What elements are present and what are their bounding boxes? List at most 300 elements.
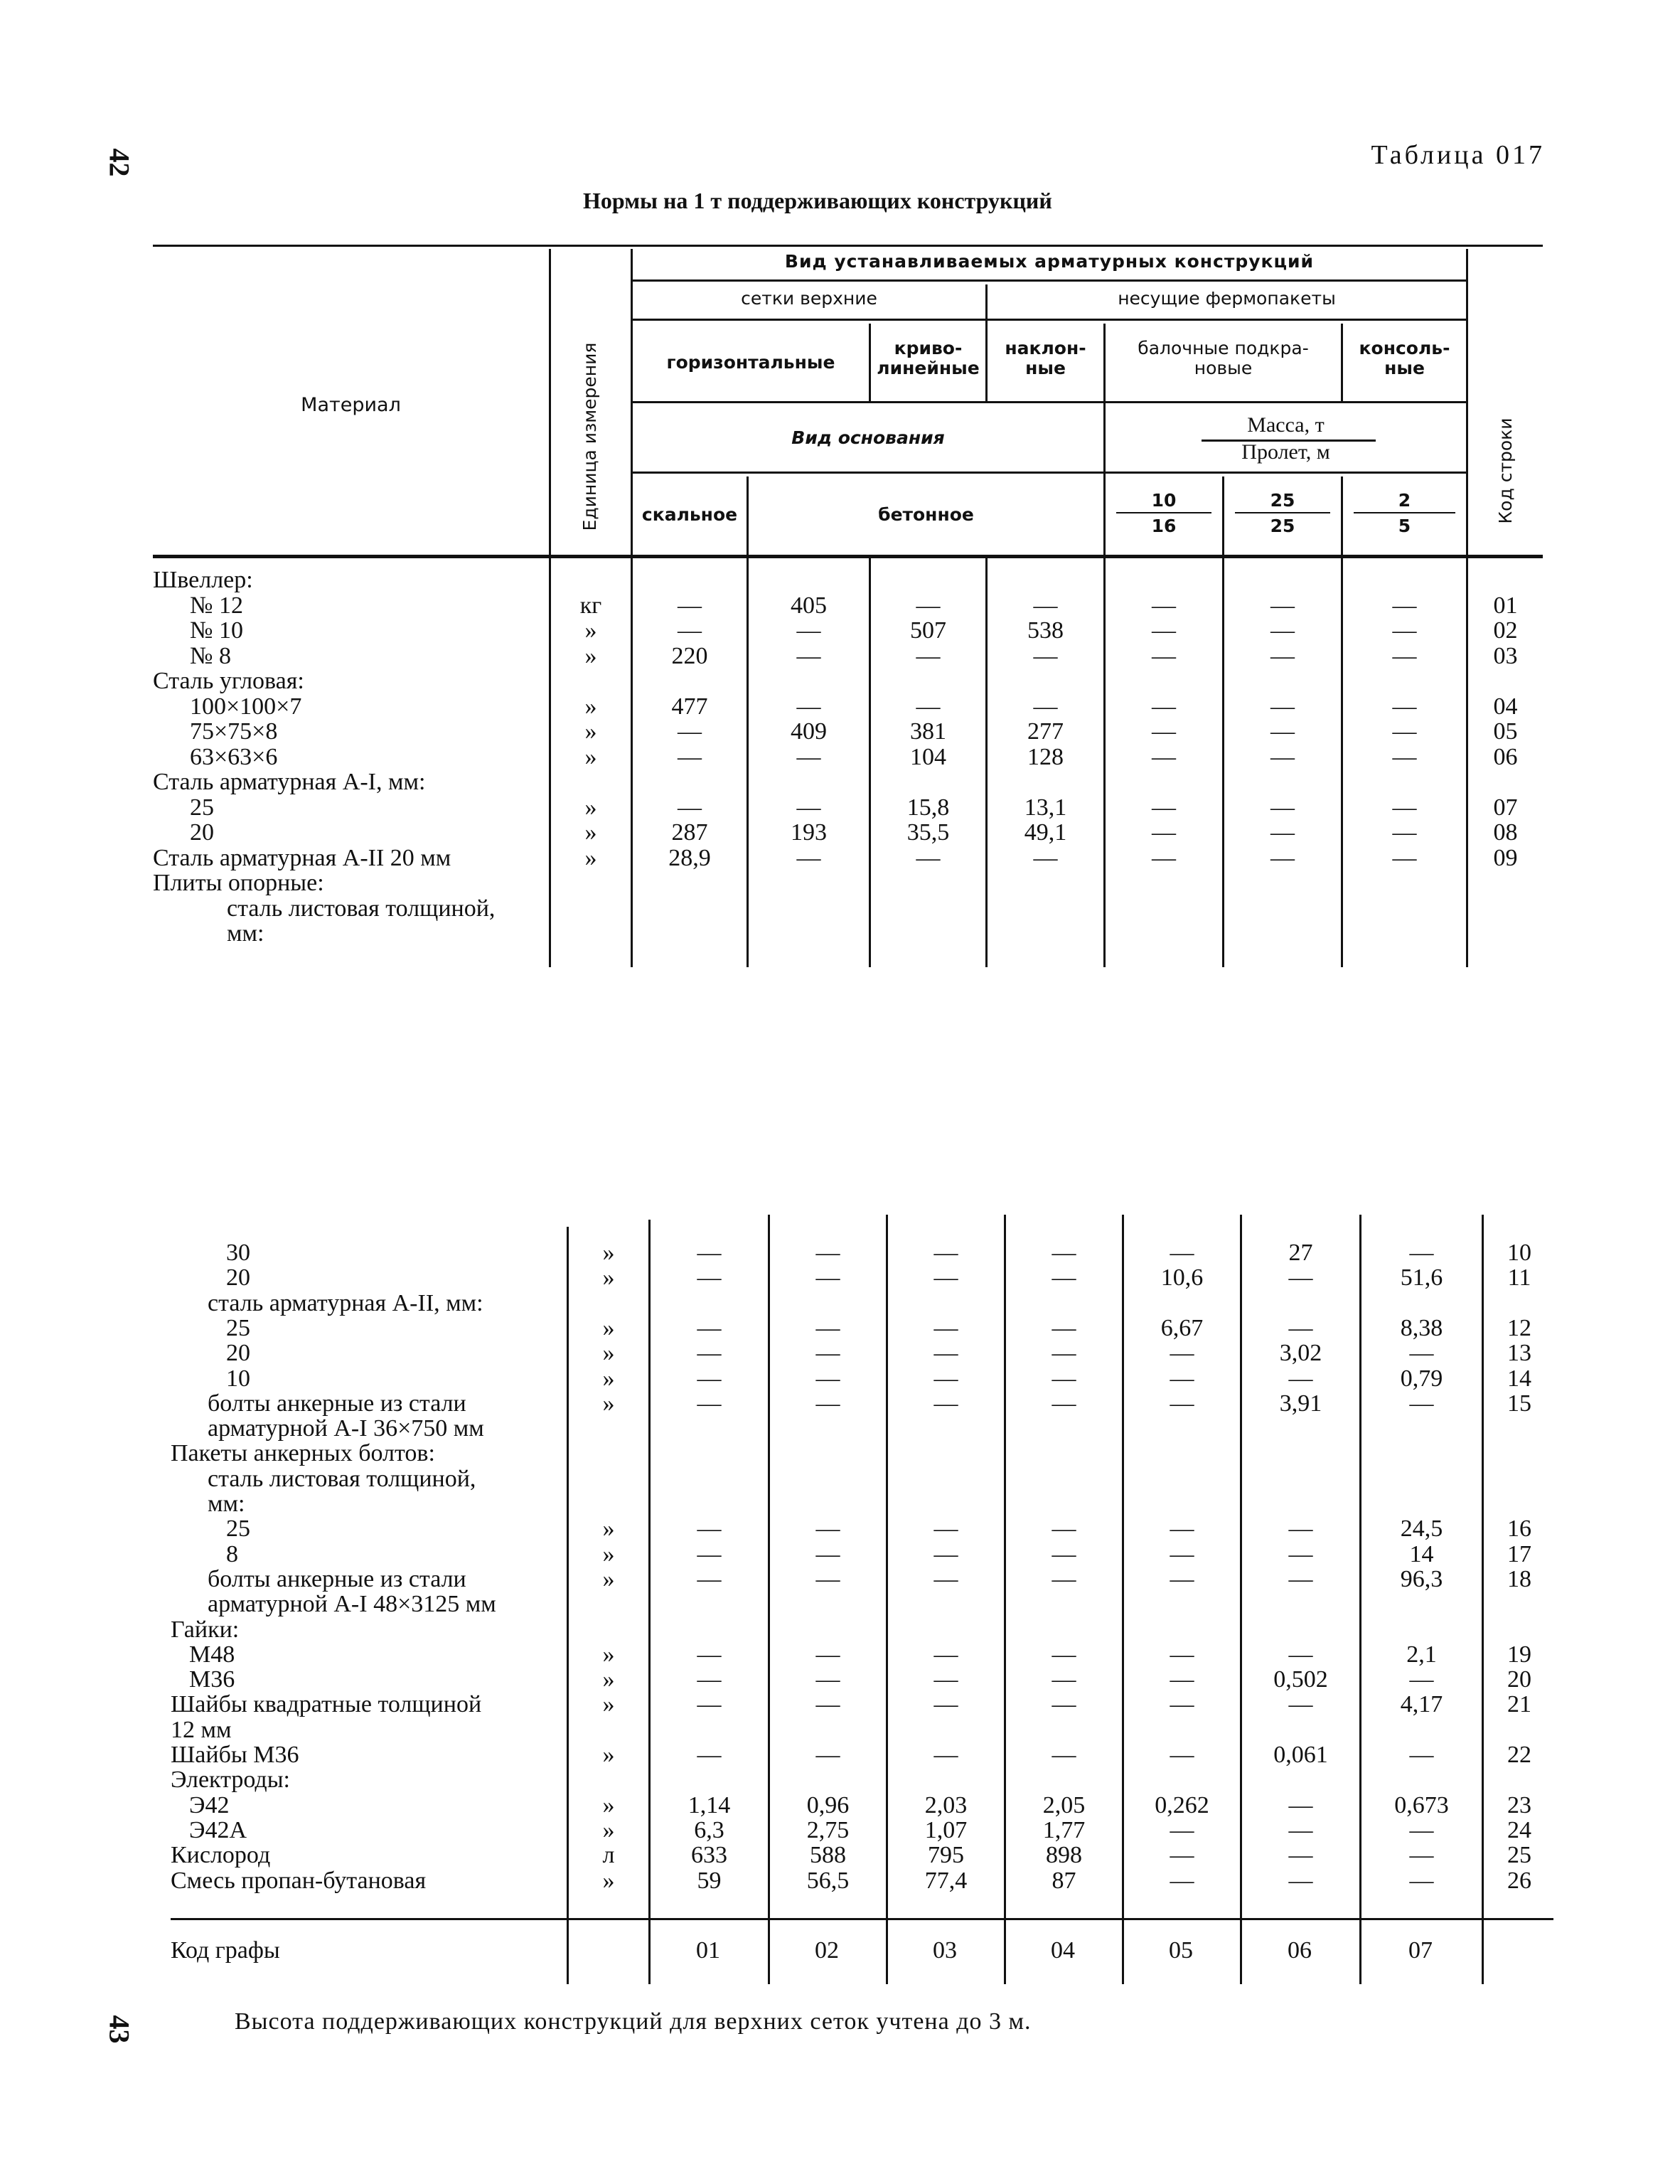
row-value: — <box>1392 642 1417 669</box>
row-value: — <box>1270 693 1295 720</box>
row-value: — <box>1270 617 1295 644</box>
row-value: 49,1 <box>1024 819 1067 846</box>
row-value: — <box>1152 592 1176 619</box>
row-value: — <box>697 1540 722 1567</box>
header-bottom-rule <box>153 555 1543 558</box>
row-value: 898 <box>1046 1842 1082 1869</box>
row-value: 193 <box>791 819 827 846</box>
row-material: 75×75×8 <box>190 718 278 745</box>
row-value: — <box>1152 743 1176 770</box>
row-value: — <box>1170 1390 1194 1417</box>
row-value: — <box>1270 642 1295 669</box>
header-trusses: несущие фермопакеты <box>1118 288 1336 309</box>
row-value: 409 <box>791 718 827 745</box>
row-material: М48 <box>189 1641 235 1668</box>
row-unit: » <box>602 1314 615 1341</box>
row-value: — <box>933 1264 958 1291</box>
row-material: 25 <box>190 794 214 821</box>
row-value: — <box>815 1516 840 1543</box>
row-value: 2,75 <box>806 1816 850 1843</box>
row-material: Э42 <box>189 1791 230 1818</box>
footer-code: 02 <box>815 1937 839 1964</box>
row-value: — <box>1409 1867 1434 1894</box>
header-grids: сетки верхние <box>741 288 877 309</box>
row-value: — <box>1392 844 1417 871</box>
row-value: — <box>1392 819 1417 846</box>
row-code: 21 <box>1507 1691 1531 1718</box>
page-number-bottom: 43 <box>103 2015 136 2044</box>
row-value: — <box>815 1565 840 1592</box>
row-material: М36 <box>189 1666 235 1693</box>
header-vline-f3 <box>1341 476 1343 555</box>
header-inclined: наклон- ные <box>1005 338 1086 378</box>
row-unit: » <box>602 1791 615 1818</box>
row-value: — <box>1270 718 1295 745</box>
row-value: 1,77 <box>1042 1816 1086 1843</box>
header-frac3-num: 2 <box>1398 490 1411 511</box>
row-unit: » <box>602 1666 615 1693</box>
row-value: — <box>697 1641 722 1668</box>
row-value: 0,502 <box>1273 1666 1328 1693</box>
row-material: 8 <box>226 1540 238 1567</box>
row-value: 51,6 <box>1400 1264 1443 1291</box>
row-code: 13 <box>1507 1340 1531 1367</box>
header-curved: криво- линейные <box>877 338 980 378</box>
row-value: — <box>1409 1816 1434 1843</box>
row-value: — <box>1288 1365 1313 1392</box>
row-value: — <box>815 1365 840 1392</box>
row-code: 10 <box>1507 1240 1531 1266</box>
row-value: — <box>815 1666 840 1693</box>
row-unit: » <box>584 844 597 871</box>
row-value: — <box>1152 642 1176 669</box>
row-value: — <box>1288 1691 1313 1718</box>
row-value: — <box>1052 1540 1076 1567</box>
row-material: болты анкерные из стали <box>208 1565 466 1592</box>
row-material: 25 <box>226 1516 250 1543</box>
header-horizontal: горизонтальные <box>666 352 835 373</box>
row-value: — <box>815 1240 840 1266</box>
row-material: Электроды: <box>171 1767 291 1794</box>
row-material: мм: <box>208 1491 245 1517</box>
row-value: — <box>815 1314 840 1341</box>
row-value: — <box>1170 1240 1194 1266</box>
row-value: 128 <box>1027 743 1064 770</box>
row-value: — <box>916 642 941 669</box>
row-material: 30 <box>226 1240 250 1266</box>
row-value: 24,5 <box>1400 1516 1443 1543</box>
footer-code: 01 <box>696 1937 720 1964</box>
row-code: 15 <box>1507 1390 1531 1417</box>
row-value: — <box>933 1240 958 1266</box>
row-value: — <box>1288 1816 1313 1843</box>
row-value: — <box>815 1340 840 1367</box>
row-value: — <box>796 642 821 669</box>
row-unit: » <box>602 1742 615 1768</box>
row-value: — <box>933 1742 958 1768</box>
header-rule-4 <box>633 472 1466 474</box>
row-value: — <box>933 1516 958 1543</box>
row-value: — <box>815 1742 840 1768</box>
row-unit: » <box>584 819 597 846</box>
row-value: 507 <box>910 617 946 644</box>
header-rule-2 <box>633 319 1466 321</box>
row-value: — <box>1270 819 1295 846</box>
row-value: — <box>1052 1565 1076 1592</box>
row-value: — <box>697 1565 722 1592</box>
row-value: — <box>815 1540 840 1567</box>
row-value: — <box>1409 1340 1434 1367</box>
row-value: 477 <box>671 693 708 720</box>
row-value: — <box>1052 1240 1076 1266</box>
row-value: — <box>815 1641 840 1668</box>
row-material: Сталь арматурная А-II 20 мм <box>153 844 451 871</box>
row-value: — <box>1288 1314 1313 1341</box>
row-value: — <box>1409 1390 1434 1417</box>
row-value: — <box>1409 1842 1434 1869</box>
row-material: № 8 <box>190 642 231 669</box>
row-value: — <box>697 1516 722 1543</box>
row-unit: » <box>584 693 597 720</box>
row-value: — <box>796 693 821 720</box>
row-value: — <box>1052 1516 1076 1543</box>
row-value: 35,5 <box>906 819 950 846</box>
row-value: — <box>933 1365 958 1392</box>
row-code: 12 <box>1507 1314 1531 1341</box>
row-value: — <box>796 794 821 821</box>
row-value: 10,6 <box>1160 1264 1204 1291</box>
row-value: — <box>1170 1516 1194 1543</box>
footer-code: 07 <box>1408 1937 1433 1964</box>
row-value: — <box>678 617 702 644</box>
row-material: 25 <box>226 1314 250 1341</box>
row-value: 2,03 <box>924 1791 968 1818</box>
row-code: 05 <box>1493 718 1518 745</box>
row-unit: » <box>584 642 597 669</box>
row-value: 588 <box>810 1842 846 1869</box>
row-code: 22 <box>1507 1742 1531 1768</box>
footer-code: 04 <box>1051 1937 1075 1964</box>
row-value: 277 <box>1027 718 1064 745</box>
p2-footer-rule <box>171 1918 1553 1920</box>
row-value: — <box>1152 617 1176 644</box>
row-unit: » <box>602 1390 615 1417</box>
row-value: 8,38 <box>1400 1314 1443 1341</box>
row-value: — <box>1270 794 1295 821</box>
row-value: 56,5 <box>806 1867 850 1894</box>
row-value: — <box>933 1540 958 1567</box>
row-value: — <box>916 592 941 619</box>
row-value: 3,02 <box>1279 1340 1322 1367</box>
row-value: — <box>1170 1867 1194 1894</box>
row-unit: » <box>584 743 597 770</box>
row-material: 63×63×6 <box>190 743 278 770</box>
row-material: 10 <box>226 1365 250 1392</box>
row-material: 20 <box>190 819 214 846</box>
row-value: — <box>1288 1867 1313 1894</box>
row-value: — <box>1270 743 1295 770</box>
row-value: 1,07 <box>924 1816 968 1843</box>
row-code: 20 <box>1507 1666 1531 1693</box>
row-value: 0,061 <box>1273 1742 1328 1768</box>
row-code: 14 <box>1507 1365 1531 1392</box>
row-material: сталь листовая толщиной, <box>208 1465 476 1492</box>
row-value: — <box>933 1691 958 1718</box>
header-span: Пролет, м <box>1241 440 1330 464</box>
row-value: 287 <box>671 819 708 846</box>
row-material: 20 <box>226 1264 250 1291</box>
row-code: 18 <box>1507 1565 1531 1592</box>
row-value: — <box>933 1565 958 1592</box>
row-value: — <box>1052 1264 1076 1291</box>
row-unit: л <box>602 1842 615 1869</box>
row-value: — <box>1392 617 1417 644</box>
row-material: № 12 <box>190 592 243 619</box>
row-value: 87 <box>1052 1867 1076 1894</box>
header-frac1-den: 16 <box>1151 516 1177 536</box>
row-unit: » <box>584 794 597 821</box>
row-material: арматурной А-I 48×3125 мм <box>208 1591 496 1618</box>
row-value: — <box>1170 1816 1194 1843</box>
row-value: — <box>1152 794 1176 821</box>
header-frac3-den: 5 <box>1398 516 1411 536</box>
row-value: — <box>916 844 941 871</box>
row-value: — <box>697 1240 722 1266</box>
row-value: — <box>1052 1365 1076 1392</box>
row-value: — <box>1288 1264 1313 1291</box>
row-value: — <box>1170 1540 1194 1567</box>
row-value: 96,3 <box>1400 1565 1443 1592</box>
row-material: 100×100×7 <box>190 693 302 720</box>
row-value: 0,96 <box>806 1791 850 1818</box>
row-value: — <box>1033 693 1058 720</box>
row-material: сталь арматурная А-II, мм: <box>208 1289 483 1316</box>
row-unit: » <box>602 1691 615 1718</box>
row-value: 795 <box>928 1842 964 1869</box>
row-value: 4,17 <box>1400 1691 1443 1718</box>
row-value: — <box>1409 1240 1434 1266</box>
row-code: 11 <box>1507 1264 1531 1291</box>
header-vline-unit-left <box>549 249 551 555</box>
row-value: 14 <box>1409 1540 1434 1567</box>
row-value: — <box>1270 844 1295 871</box>
row-value: — <box>1409 1666 1434 1693</box>
row-value: — <box>1052 1641 1076 1668</box>
row-code: 09 <box>1493 844 1518 871</box>
header-unit: Единица измерения <box>579 342 600 531</box>
row-value: 381 <box>910 718 946 745</box>
header-frac2-den: 25 <box>1270 516 1295 536</box>
header-vline-f2 <box>1222 476 1224 555</box>
row-value: — <box>1170 1742 1194 1768</box>
row-value: — <box>916 693 941 720</box>
header-frac1-rule <box>1116 512 1211 513</box>
row-value: 1,14 <box>687 1791 731 1818</box>
footnote: Высота поддерживающих конструкций для верхних сеток учтена до 3 м. <box>235 2008 1032 2035</box>
row-value: 6,3 <box>694 1816 724 1843</box>
row-value: — <box>1170 1365 1194 1392</box>
row-value: — <box>796 617 821 644</box>
page-number-top: 42 <box>103 148 136 177</box>
header-concrete: бетонное <box>878 504 974 525</box>
row-code: 02 <box>1493 617 1518 644</box>
row-code: 06 <box>1493 743 1518 770</box>
row-value: 2,1 <box>1406 1641 1437 1668</box>
row-value: 0,673 <box>1394 1791 1449 1818</box>
row-value: — <box>678 743 702 770</box>
row-value: — <box>697 1742 722 1768</box>
header-top-rule <box>153 245 1543 247</box>
row-unit: » <box>602 1565 615 1592</box>
row-material: 20 <box>226 1340 250 1367</box>
row-value: — <box>1409 1742 1434 1768</box>
row-unit: » <box>602 1516 615 1543</box>
row-value: — <box>1288 1842 1313 1869</box>
row-value: 104 <box>910 743 946 770</box>
row-code: 23 <box>1507 1791 1531 1818</box>
row-value: — <box>933 1314 958 1341</box>
row-material: Пакеты анкерных болтов: <box>171 1440 435 1467</box>
row-value: — <box>1392 693 1417 720</box>
row-unit: » <box>602 1816 615 1843</box>
row-value: — <box>815 1691 840 1718</box>
row-value: — <box>933 1340 958 1367</box>
row-code: 04 <box>1493 693 1518 720</box>
row-value: — <box>1033 642 1058 669</box>
row-value: — <box>1288 1791 1313 1818</box>
row-material: Э42А <box>189 1816 247 1843</box>
row-value: 405 <box>791 592 827 619</box>
row-material: Гайки: <box>171 1616 240 1643</box>
row-value: 15,8 <box>906 794 950 821</box>
row-value: — <box>697 1264 722 1291</box>
row-value: — <box>1052 1340 1076 1367</box>
row-material: Смесь пропан-бутановая <box>171 1867 427 1894</box>
header-frac3-rule <box>1354 512 1455 513</box>
row-unit: » <box>602 1264 615 1291</box>
row-value: — <box>933 1390 958 1417</box>
row-value: — <box>678 592 702 619</box>
header-vline-group-right <box>1466 249 1468 555</box>
row-unit: » <box>602 1540 615 1567</box>
row-value: — <box>697 1365 722 1392</box>
row-value: — <box>1270 592 1295 619</box>
row-material: сталь листовая толщиной, <box>227 895 496 922</box>
row-material: № 10 <box>190 617 243 644</box>
row-value: — <box>815 1264 840 1291</box>
row-material: 12 мм <box>171 1716 232 1743</box>
row-value: 0,262 <box>1155 1791 1209 1818</box>
row-value: — <box>697 1691 722 1718</box>
row-code: 03 <box>1493 642 1518 669</box>
row-material: Сталь арматурная А-I, мм: <box>153 769 426 795</box>
row-code: 26 <box>1507 1867 1531 1894</box>
header-row-code: Код строки <box>1495 417 1516 524</box>
row-code: 24 <box>1507 1816 1531 1843</box>
row-value: 0,79 <box>1400 1365 1443 1392</box>
row-value: — <box>1288 1641 1313 1668</box>
row-value: — <box>1052 1691 1076 1718</box>
row-value: — <box>1033 592 1058 619</box>
row-material: арматурной А-I 36×750 мм <box>208 1415 484 1442</box>
row-value: 538 <box>1027 617 1064 644</box>
row-value: — <box>697 1390 722 1417</box>
row-value: — <box>933 1666 958 1693</box>
row-unit: » <box>584 617 597 644</box>
row-value: — <box>1052 1742 1076 1768</box>
page-title: Нормы на 1 т поддерживающих конструкций <box>583 188 1052 213</box>
row-material: Плиты опорные: <box>153 870 324 896</box>
row-unit: » <box>602 1340 615 1367</box>
row-value: — <box>1052 1666 1076 1693</box>
row-value: — <box>796 743 821 770</box>
row-value: — <box>1288 1540 1313 1567</box>
header-cantilever: консоль- ные <box>1359 338 1450 378</box>
row-value: 13,1 <box>1024 794 1067 821</box>
row-value: 2,05 <box>1042 1791 1086 1818</box>
row-code: 08 <box>1493 819 1518 846</box>
header-rock: скальное <box>641 504 738 525</box>
row-value: — <box>1170 1842 1194 1869</box>
row-value: 77,4 <box>924 1867 968 1894</box>
row-code: 25 <box>1507 1842 1531 1869</box>
row-value: — <box>1170 1691 1194 1718</box>
row-value: — <box>1170 1340 1194 1367</box>
footer-code: 06 <box>1288 1937 1312 1964</box>
row-value: 633 <box>691 1842 727 1869</box>
row-value: — <box>697 1340 722 1367</box>
row-value: 6,67 <box>1160 1314 1204 1341</box>
row-value: 220 <box>671 642 708 669</box>
row-value: — <box>1288 1516 1313 1543</box>
row-unit: кг <box>579 592 602 619</box>
row-material: мм: <box>227 920 264 947</box>
header-group: Вид устанавливаемых арматурных конструкций <box>784 251 1315 272</box>
row-value: 3,91 <box>1279 1390 1322 1417</box>
row-value: — <box>1170 1666 1194 1693</box>
row-value: — <box>815 1390 840 1417</box>
row-value: 59 <box>697 1867 722 1894</box>
row-unit: » <box>602 1365 615 1392</box>
row-code: 17 <box>1507 1540 1531 1567</box>
row-value: — <box>1392 743 1417 770</box>
row-value: — <box>1152 718 1176 745</box>
row-value: — <box>1392 794 1417 821</box>
header-frac2-rule <box>1235 512 1330 513</box>
row-code: 16 <box>1507 1516 1531 1543</box>
row-value: — <box>933 1641 958 1668</box>
row-value: — <box>1392 718 1417 745</box>
header-base-type: Вид основания <box>791 427 945 448</box>
header-material: Материал <box>301 394 401 416</box>
table-label: Таблица 017 <box>1371 140 1545 170</box>
row-value: — <box>1052 1390 1076 1417</box>
row-value: — <box>1170 1565 1194 1592</box>
row-value: — <box>1392 592 1417 619</box>
row-unit: » <box>602 1641 615 1668</box>
header-frac1-num: 10 <box>1151 490 1177 511</box>
row-code: 19 <box>1507 1641 1531 1668</box>
row-value: — <box>1170 1641 1194 1668</box>
row-value: — <box>1152 844 1176 871</box>
row-material: болты анкерные из стали <box>208 1390 466 1417</box>
row-value: — <box>697 1666 722 1693</box>
footer-code: 03 <box>933 1937 957 1964</box>
header-crane-beam: балочные подкра- новые <box>1138 338 1309 378</box>
row-unit: » <box>602 1867 615 1894</box>
row-value: — <box>1052 1314 1076 1341</box>
row-material: Сталь угловая: <box>153 668 304 694</box>
